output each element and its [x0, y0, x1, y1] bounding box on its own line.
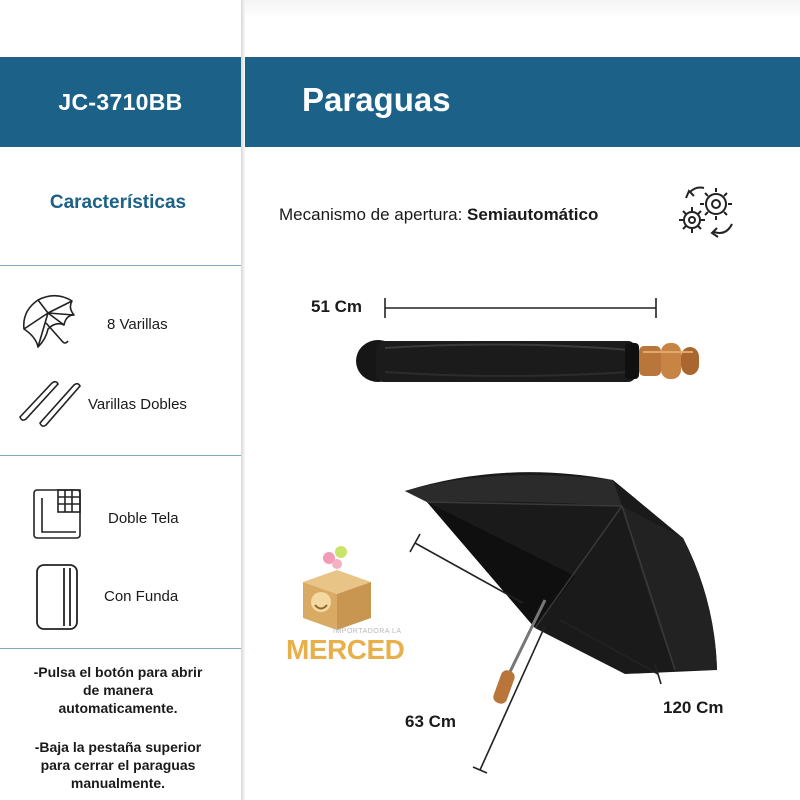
page-title: Paraguas: [302, 81, 451, 118]
instruction-open: [0, 663, 236, 717]
open-umbrella: [405, 472, 717, 705]
double-fabric-icon: [30, 486, 86, 542]
mechanism-label: Mecanismo de apertura:: [279, 205, 468, 224]
feature-label-double-rods: Varillas Dobles: [88, 396, 187, 413]
closed-length-line: [385, 298, 656, 318]
feature-label-double-fabric: Doble Tela: [108, 510, 179, 527]
divider: [0, 648, 241, 649]
instruction-line: automaticamente.: [58, 700, 178, 716]
logo-small-text: IMPORTADORA LA: [333, 628, 402, 635]
closed-length-label: 51 Cm: [311, 297, 363, 316]
cover-case-icon: [34, 562, 82, 632]
instruction-close: [0, 738, 236, 792]
merced-logo-icon: [303, 546, 371, 630]
product-illustration: [245, 150, 800, 800]
features-heading: Características: [49, 192, 187, 213]
umbrella-outline-icon: [16, 291, 82, 357]
double-rod-icon: [16, 377, 86, 427]
logo-wordmark: MERCED: [286, 634, 405, 665]
instruction-line: -Baja la pestaña superior: [34, 739, 202, 755]
instruction-line: para cerrar el paraguas: [40, 757, 196, 773]
diameter-label: 120 Cm: [663, 698, 724, 717]
closed-umbrella: [356, 340, 699, 382]
feature-label-cover: Con Funda: [104, 588, 179, 605]
mechanism-value: Semiautomático: [467, 205, 599, 224]
divider: [0, 265, 241, 266]
instruction-line: -Pulsa el botón para abrir: [33, 664, 203, 680]
divider: [0, 455, 241, 456]
instruction-line: manualmente.: [70, 775, 166, 791]
feature-label-rods: 8 Varillas: [107, 316, 168, 333]
shaft-length-label: 63 Cm: [405, 712, 457, 731]
instruction-line: de manera: [82, 682, 154, 698]
product-code: JC-3710BB: [58, 88, 183, 115]
